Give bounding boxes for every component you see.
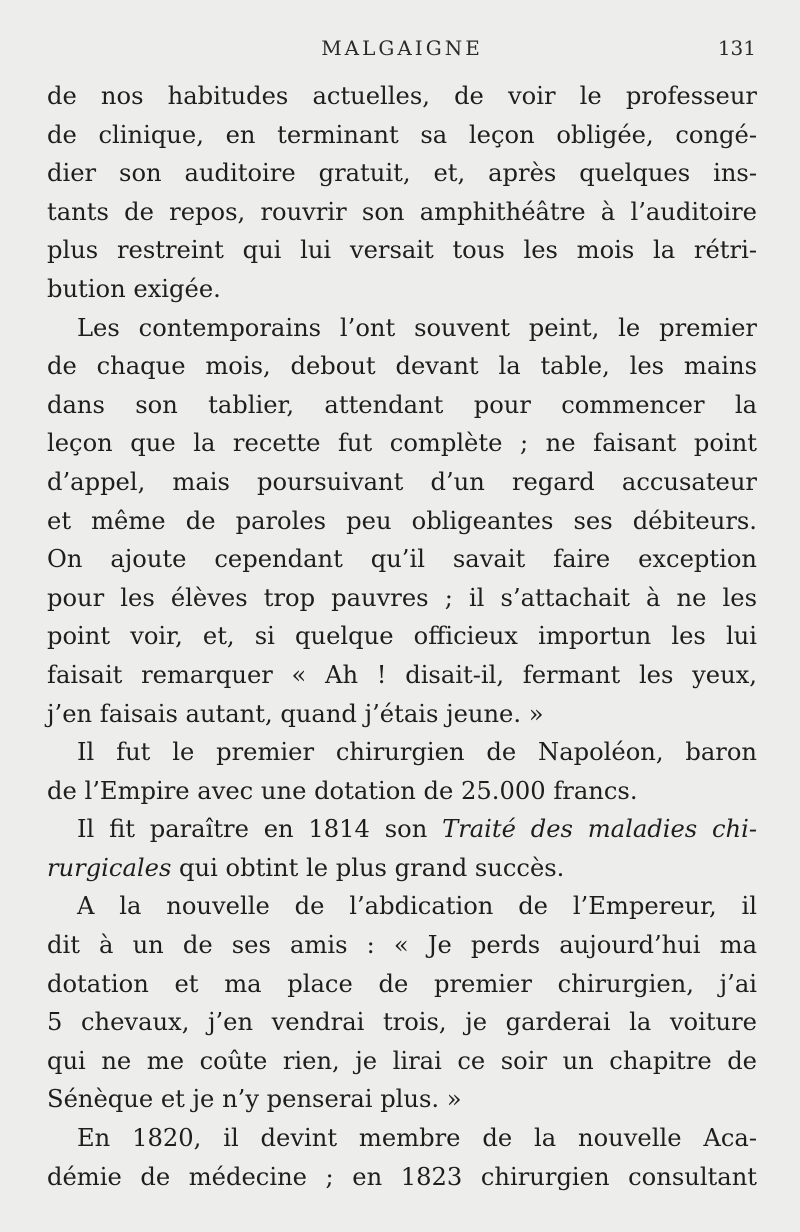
text-line [47, 849, 757, 888]
text-line [47, 810, 757, 849]
text-line: 5 chevaux, j’en vendrai trois, je garderai la voiture [47, 1008, 757, 1037]
text-line: dotation et ma place de premier chirurgien, j’ai [47, 969, 757, 998]
text-line: de clinique, en terminant sa leçon obligée, congé- [47, 120, 757, 149]
page-number: 131 [717, 36, 756, 60]
text-line: de chaque mois, debout devant la table, les mains [47, 352, 757, 381]
text-line: de l’Empire avec une dotation de 25.000 francs. [47, 776, 638, 805]
text-line: dans son tablier, attendant pour commencer la [47, 390, 757, 419]
text-line: bution exigée. [47, 274, 221, 303]
text-line: Les contemporains l’ont souvent peint, le premier [77, 313, 757, 342]
text-line: pour les élèves trop pauvres ; il s’attachait à ne les [47, 583, 757, 612]
text-line: démie de médecine ; en 1823 chirurgien consultant [47, 1162, 757, 1191]
text-line: A la nouvelle de l’abdication de l’Empereur, il [77, 892, 757, 921]
text-line: Il fut le premier chirurgien de Napoléon, baron [77, 738, 757, 767]
text-line: En 1820, il devint membre de la nouvelle Aca- [77, 1124, 757, 1153]
body-text [47, 77, 757, 1196]
text-line: dit à un de ses amis : « Je perds aujourd’hui ma [47, 931, 757, 960]
text-line: leçon que la recette fut complète ; ne faisant point [47, 429, 757, 458]
book-title-italic: rurgicales [47, 853, 172, 882]
text-line: point voir, et, si quelque officieux importun les lui [47, 622, 757, 651]
text-line: faisait remarquer « Ah ! disait-il, fermant les yeux, [47, 660, 757, 689]
text-line: et même de paroles peu obligeantes ses débiteurs. [47, 506, 757, 535]
text-line: tants de repos, rouvrir son amphithéâtre à l’auditoire [47, 197, 757, 226]
text-line: de nos habitudes actuelles, de voir le professeur [47, 82, 757, 110]
running-head-title: MALGAIGNE [321, 36, 483, 60]
text-line: plus restreint qui lui versait tous les mois la rétri- [47, 236, 757, 265]
running-head [48, 36, 756, 70]
text-line: qui ne me coûte rien, je lirai ce soir un chapitre de [47, 1046, 757, 1075]
text-line: j’en faisais autant, quand j’étais jeune. » [47, 699, 544, 728]
book-title-italic: Traité des maladies chi- [442, 815, 757, 844]
text-line: Sénèque et je n’y penserai plus. » [47, 1085, 462, 1114]
text-line: d’appel, mais poursuivant d’un regard accusateur [47, 467, 757, 496]
line-text: qui obtint le plus grand succès. [171, 853, 565, 882]
line-text: Il fit paraître en 1814 son [77, 815, 443, 844]
text-line: On ajoute cependant qu’il savait faire exception [47, 545, 757, 574]
text-line: dier son auditoire gratuit, et, après quelques ins- [47, 159, 757, 188]
